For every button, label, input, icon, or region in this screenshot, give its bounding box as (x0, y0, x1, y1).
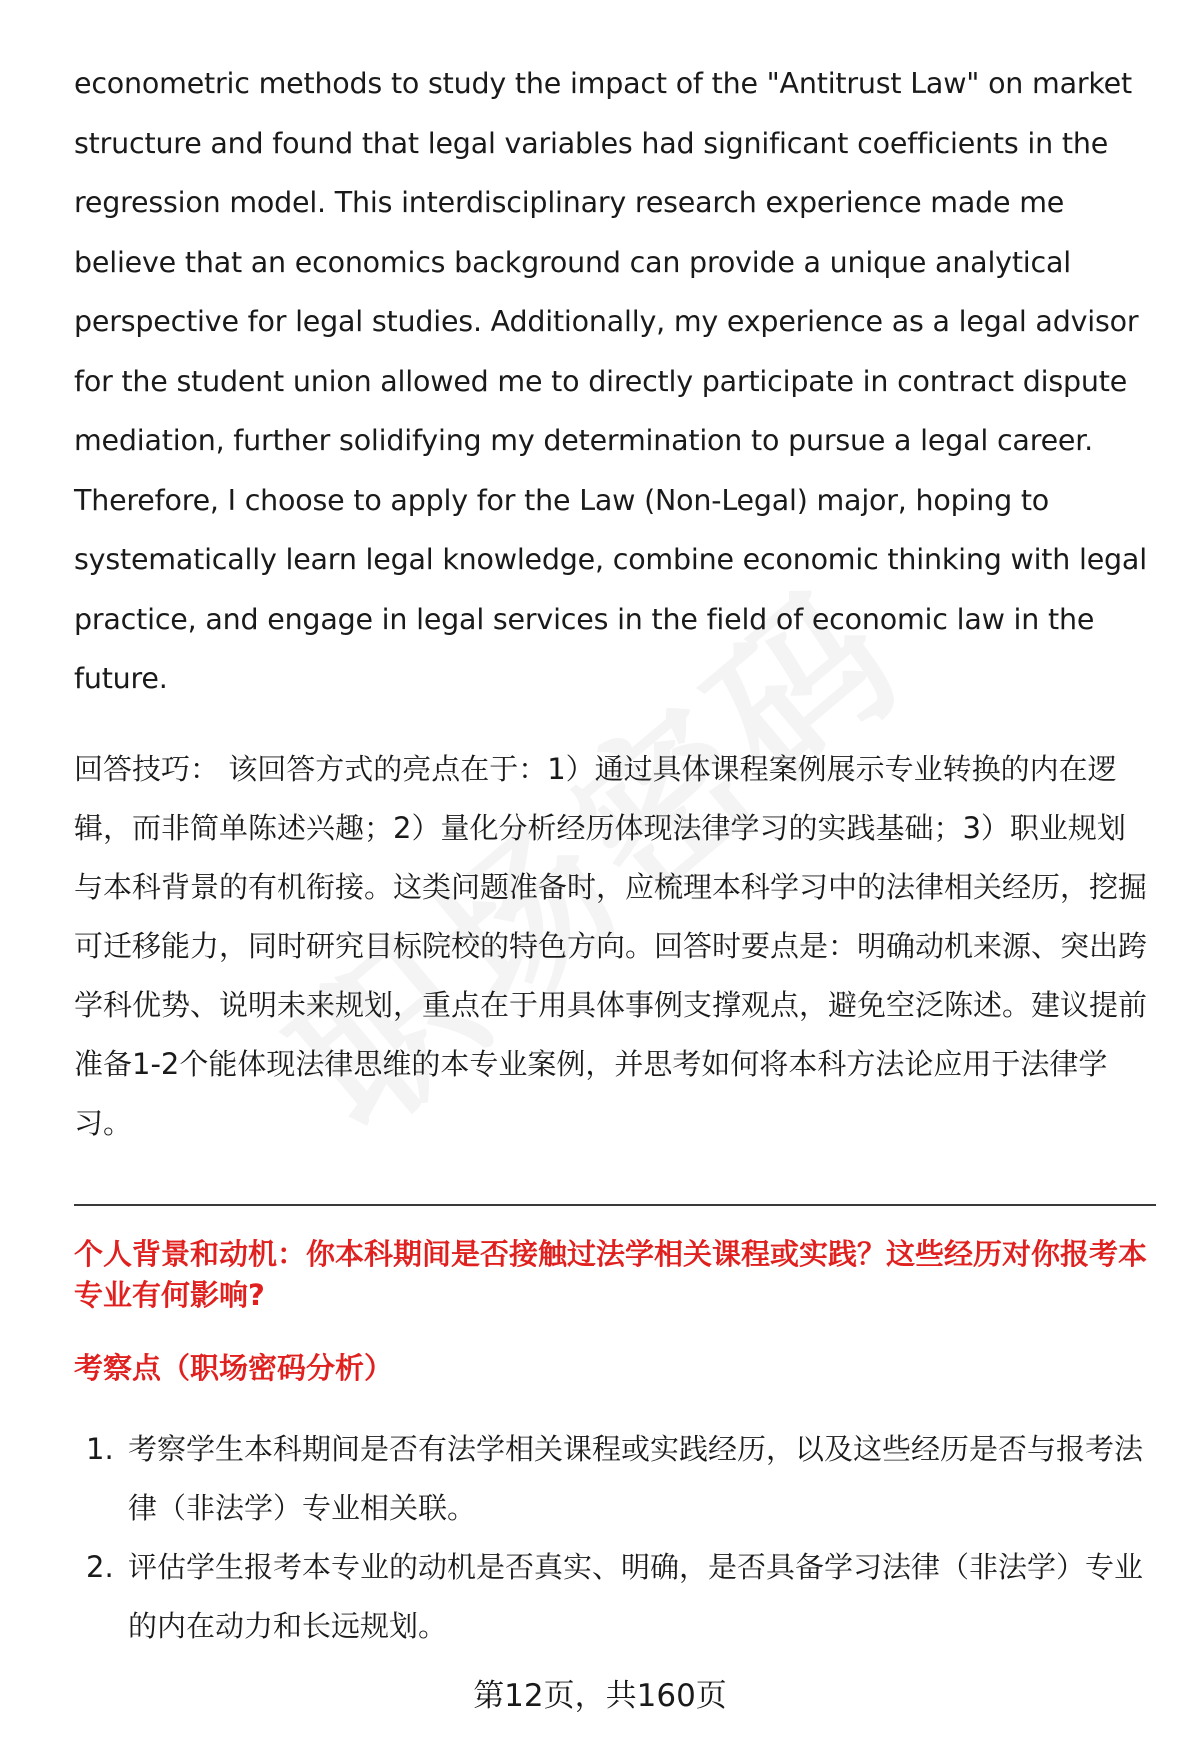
section-divider (74, 1204, 1156, 1206)
assessment-points-heading: 考察点（职场密码分析） (74, 1351, 394, 1385)
list-item-text: 评估学生报考本专业的动机是否真实、明确，是否具备学习法律（非法学）专业的内在动力和长远规划。 (128, 1550, 1144, 1643)
list-item-number: 1. (86, 1432, 114, 1466)
list-item (74, 1420, 1160, 1538)
list-item-text: 考察学生本科期间是否有法学相关课程或实践经历，以及这些经历是否与报考法律（非法学）专业相关联。 (128, 1432, 1144, 1525)
answer-tips-paragraph: 回答技巧： 该回答方式的亮点在于：1）通过具体课程案例展示专业转换的内在逻辑，而非简单陈述兴趣；2）量化分析经历体现法律学习的实践基础；3）职业规划与本科背景的有机衔接。这类问题准备时，应梳理本科学习中的法律相关经历，挖掘可迁移能力，同时研究目标院校的特色方向。回答时要点是：明确动机来源、突出跨学科优势、说明未来规划，重点在于用具体事例支撑观点，避免空泛陈述。建议提前准备1-2个能体现法律思维的本专业案例，并思考如何将本科方法论应用于法律学习。 (74, 752, 1148, 1140)
page-number-footer: 第12页，共160页 (473, 1678, 727, 1714)
assessment-points-list (74, 1420, 1160, 1656)
answer-paragraph: econometric methods to study the impact of the "Antitrust Law" on market structure and found that legal variables had significant coefficients in the regression model. This interdisciplinary research experience made me believe that an economics background can provide a unique analytical perspective for legal studies. Additionally, my experience as a legal advisor for the student union allowed me to directly participate in contract dispute mediation, further solidifying my determination to pursue a legal career. Therefore, I choose to apply for the Law (Non-Legal) major, hoping to systematically learn legal knowledge, combine economic thinking with legal practice, and engage in legal services in the field of economic law in the future. (74, 67, 1147, 695)
list-item (74, 1538, 1160, 1656)
question-heading: 个人背景和动机：你本科期间是否接触过法学相关课程或实践？这些经历对你报考本专业有何影响? (74, 1237, 1148, 1312)
list-item-number: 2. (86, 1550, 114, 1584)
